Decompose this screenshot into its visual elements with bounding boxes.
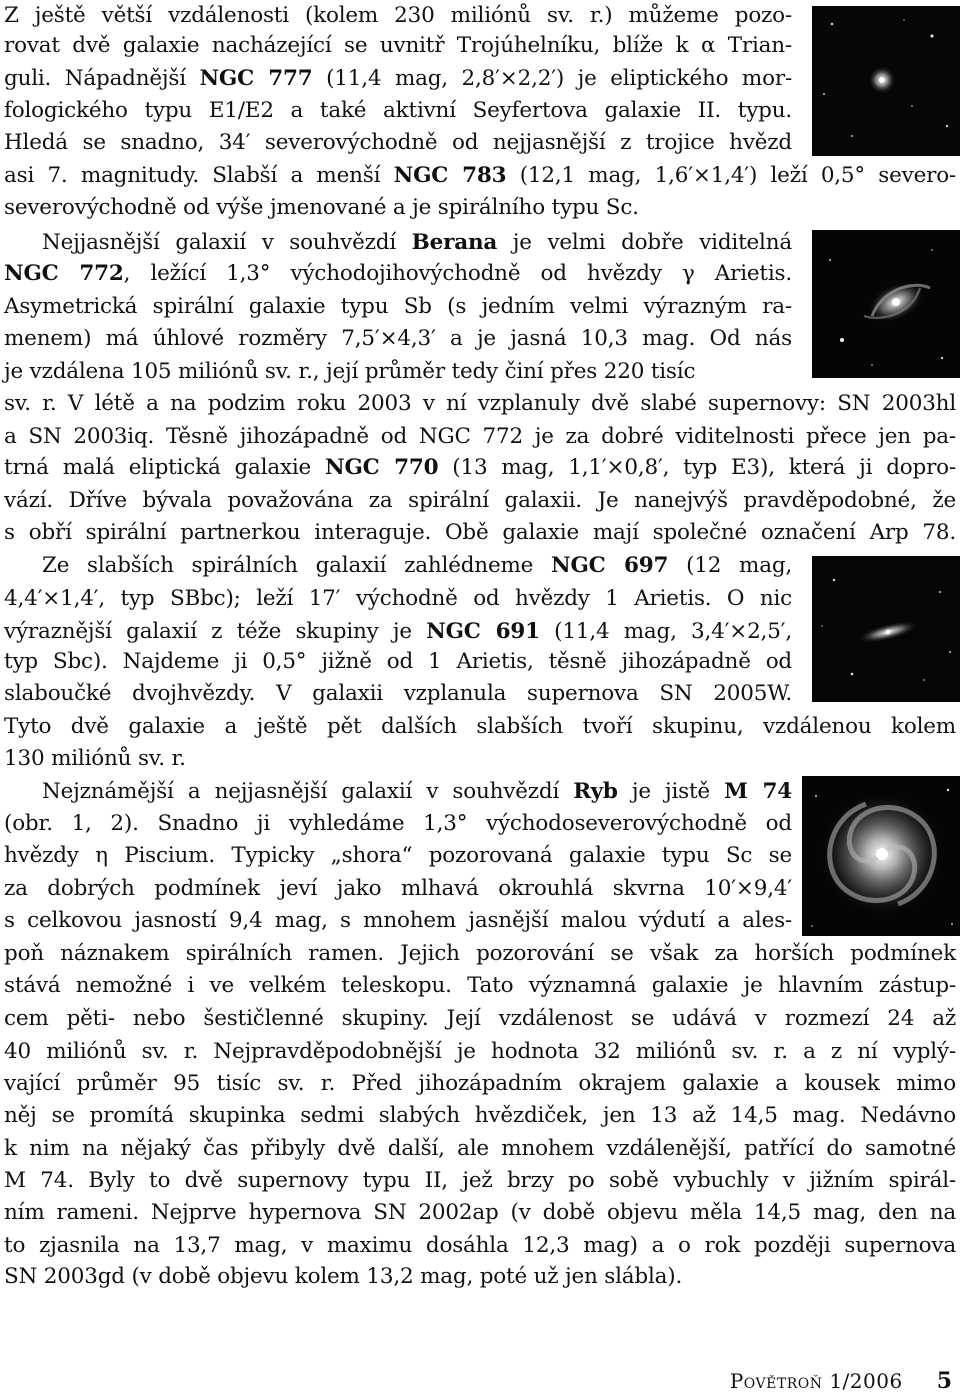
text-segment: (12 mag, bbox=[668, 553, 793, 578]
text-line bbox=[4, 517, 956, 549]
text-segment: je vzdálena 105 miliónů sv. r., její průměr tedy činí přes 220 tisíc bbox=[4, 359, 696, 384]
text-line bbox=[4, 30, 792, 62]
text-segment: k nim na nějaký čas přibyly dvě další, ale mnohem vzdálenější, patřící do samotné bbox=[4, 1136, 956, 1161]
bold-term: NGC 691 bbox=[426, 619, 540, 644]
text-line bbox=[4, 840, 792, 872]
text-segment: 40 miliónů sv. r. Nejpravděpodobnější je hodnota 32 miliónů sv. r. a z ní vyplý- bbox=[4, 1039, 956, 1064]
text-line bbox=[4, 938, 956, 970]
text-segment: trná malá eliptická galaxie bbox=[4, 455, 325, 480]
text-segment: rovat dvě galaxie nacházející se uvnitř Trojúhelníku, blíže k α Trian- bbox=[4, 33, 792, 58]
text-segment: s obří spirální partnerkou interaguje. Obě galaxie mají společné označení Arp 78. bbox=[4, 520, 956, 545]
text-line bbox=[4, 1261, 956, 1293]
text-segment: výraznější galaxií z téže skupiny je bbox=[4, 619, 427, 644]
text-segment: (12,1 mag, 1,6′×1,4′) leží 0,5° severo- bbox=[506, 163, 956, 188]
text-line bbox=[4, 1133, 956, 1165]
text-line bbox=[4, 1100, 956, 1132]
text-segment: M 74. Byly to dvě supernovy typu II, jež brzy po sobě vybuchly v jižním spirál- bbox=[4, 1168, 956, 1193]
text-line bbox=[4, 421, 956, 453]
text-segment: cem pěti- nebo šestičlenné skupiny. Její vzdálenost se udává v rozmezí 24 až bbox=[4, 1006, 956, 1031]
text-line bbox=[4, 452, 956, 484]
bold-term: Berana bbox=[411, 230, 498, 255]
text-line bbox=[4, 258, 792, 290]
text-line bbox=[4, 63, 792, 95]
text-line bbox=[4, 873, 792, 905]
text-segment: je jistě bbox=[617, 779, 725, 804]
bold-term: NGC 777 bbox=[199, 66, 313, 91]
page-number: 5 bbox=[936, 1368, 952, 1394]
text-line bbox=[4, 1003, 956, 1035]
text-segment: Asymetrická spirální galaxie typu Sb (s jedním velmi výrazným ra- bbox=[4, 294, 792, 319]
text-segment: za dobrých podmínek jeví jako mlhavá okrouhlá skvrna 10′×9,4′ bbox=[4, 876, 792, 901]
text-line bbox=[4, 1165, 956, 1197]
magazine-name: Povětroň 1/2006 bbox=[729, 1369, 903, 1393]
text-segment: sv. r. V létě a na podzim roku 2003 v ní vzplanuly dvě slabé supernovy: SN 2003hl bbox=[4, 391, 956, 416]
text-line bbox=[4, 1197, 956, 1229]
text-line bbox=[4, 227, 792, 259]
text-segment: s celkovou jasností 9,4 mag, s mnohem jasnější malou výdutí a ales- bbox=[4, 908, 792, 933]
text-segment: vází. Dříve bývala považována za spirální galaxii. Je nanejvýš pravděpodobné, že bbox=[4, 488, 956, 513]
text-segment: 130 miliónů sv. r. bbox=[4, 746, 186, 771]
ngc691-photo bbox=[812, 556, 960, 702]
text-line bbox=[4, 583, 792, 615]
ngc777-ngc783-photo bbox=[812, 6, 960, 156]
text-segment: něj se promítá skupinka sedmi slabých hvězdiček, jen 13 až 14,5 mag. Nedávno bbox=[4, 1103, 956, 1128]
text-segment: (obr. 1, 2). Snadno ji vyhledáme 1,3° východoseverovýchodně od bbox=[4, 811, 792, 836]
text-segment: Ze slabších spirálních galaxií zahlédneme bbox=[42, 553, 551, 578]
text-segment: je velmi dobře viditelná bbox=[497, 230, 792, 255]
text-line bbox=[4, 808, 792, 840]
text-line bbox=[4, 485, 956, 517]
text-segment: SN 2003gd (v době objevu kolem 13,2 mag, poté už jen slábla). bbox=[4, 1264, 683, 1289]
text-segment: menem) má úhlové rozměry 7,5′×4,3′ a je jasná 10,3 mag. Od nás bbox=[4, 326, 792, 351]
text-line bbox=[4, 356, 792, 388]
text-segment: (11,4 mag, 3,4′×2,5′, bbox=[539, 619, 792, 644]
text-line bbox=[4, 550, 792, 582]
text-line bbox=[4, 1036, 956, 1068]
bold-term: M 74 bbox=[724, 779, 792, 804]
text-line bbox=[4, 743, 956, 775]
text-line bbox=[4, 1068, 956, 1100]
text-line bbox=[4, 127, 792, 159]
text-line bbox=[4, 678, 792, 710]
text-segment: , ležící 1,3° východojihovýchodně od hvězdy γ Arietis. bbox=[123, 261, 792, 286]
bold-term: NGC 697 bbox=[551, 553, 669, 578]
text-segment: typ Sbc). Najdeme ji 0,5° jižně od 1 Arietis, těsně jihozápadně od bbox=[4, 649, 792, 674]
text-line bbox=[4, 0, 792, 32]
text-line bbox=[4, 970, 956, 1002]
text-line bbox=[4, 388, 956, 420]
text-segment: Hledá se snadno, 34′ severovýchodně od nejjasnější z trojice hvězd bbox=[4, 130, 792, 155]
text-segment: Nejjasnější galaxií v souhvězdí bbox=[42, 230, 412, 255]
text-segment: slaboučké dvojhvězdy. V galaxii vzplanula supernova SN 2005W. bbox=[4, 681, 792, 706]
ngc772-photo bbox=[812, 230, 960, 378]
bold-term: NGC 783 bbox=[393, 163, 507, 188]
text-segment: poň náznakem spirálních ramen. Jejich pozorování se však za horších podmínek bbox=[4, 941, 956, 966]
bold-term: NGC 772 bbox=[4, 261, 124, 286]
text-line bbox=[4, 616, 792, 648]
text-segment: (11,4 mag, 2,8′×2,2′) je eliptického mor- bbox=[312, 66, 793, 91]
text-line bbox=[4, 776, 792, 808]
page-footer bbox=[730, 1366, 952, 1396]
m74-photo bbox=[802, 776, 960, 936]
text-line bbox=[4, 291, 792, 323]
text-segment: guli. Nápadnější bbox=[4, 66, 200, 91]
text-line bbox=[4, 711, 956, 743]
text-segment: a SN 2003iq. Těsně jihozápadně od NGC 772 je za dobré viditelnosti přece jen pa- bbox=[4, 424, 956, 449]
text-segment: Z ještě větší vzdálenosti (kolem 230 miliónů sv. r.) můžeme pozo- bbox=[4, 3, 792, 28]
text-line bbox=[4, 905, 792, 937]
text-segment: ním rameni. Nejprve hypernova SN 2002ap (v době objevu měla 14,5 mag, den na bbox=[4, 1200, 956, 1225]
text-line bbox=[4, 323, 792, 355]
text-segment: Tyto dvě galaxie a ještě pět dalších slabších tvoří skupinu, vzdálenou kolem bbox=[4, 714, 956, 739]
text-segment: hvězdy η Piscium. Typicky „shora“ pozorovaná galaxie typu Sc se bbox=[4, 843, 792, 868]
text-segment: (13 mag, 1,1′×0,8′, typ E3), která ji dopro- bbox=[438, 455, 956, 480]
text-segment: severovýchodně od výše jmenované a je spirálního typu Sc. bbox=[4, 195, 639, 220]
text-segment: stává nemožné i ve velkém teleskopu. Tato významná galaxie je hlavním zástup- bbox=[4, 973, 956, 998]
text-segment: Nejznámější a nejjasnější galaxií v souhvězdí bbox=[42, 779, 574, 804]
text-line bbox=[4, 192, 956, 224]
text-line bbox=[4, 646, 792, 678]
text-segment: 4,4′×1,4′, typ SBbc); leží 17′ východně od hvězdy 1 Arietis. O nic bbox=[4, 586, 792, 611]
bold-term: NGC 770 bbox=[325, 455, 439, 480]
text-line bbox=[4, 95, 792, 127]
text-line bbox=[4, 160, 956, 192]
bold-term: Ryb bbox=[573, 779, 618, 804]
text-line bbox=[4, 1230, 956, 1262]
text-segment: fologického typu E1/E2 a také aktivní Seyfertova galaxie II. typu. bbox=[4, 98, 792, 123]
text-segment: asi 7. magnitudy. Slabší a menší bbox=[4, 163, 394, 188]
text-segment: to zjasnila na 13,7 mag, v maximu dosáhla 12,3 mag) a o rok později supernova bbox=[4, 1233, 956, 1258]
text-segment: vající průměr 95 tisíc sv. r. Před jihozápadním okrajem galaxie a kousek mimo bbox=[4, 1071, 956, 1096]
